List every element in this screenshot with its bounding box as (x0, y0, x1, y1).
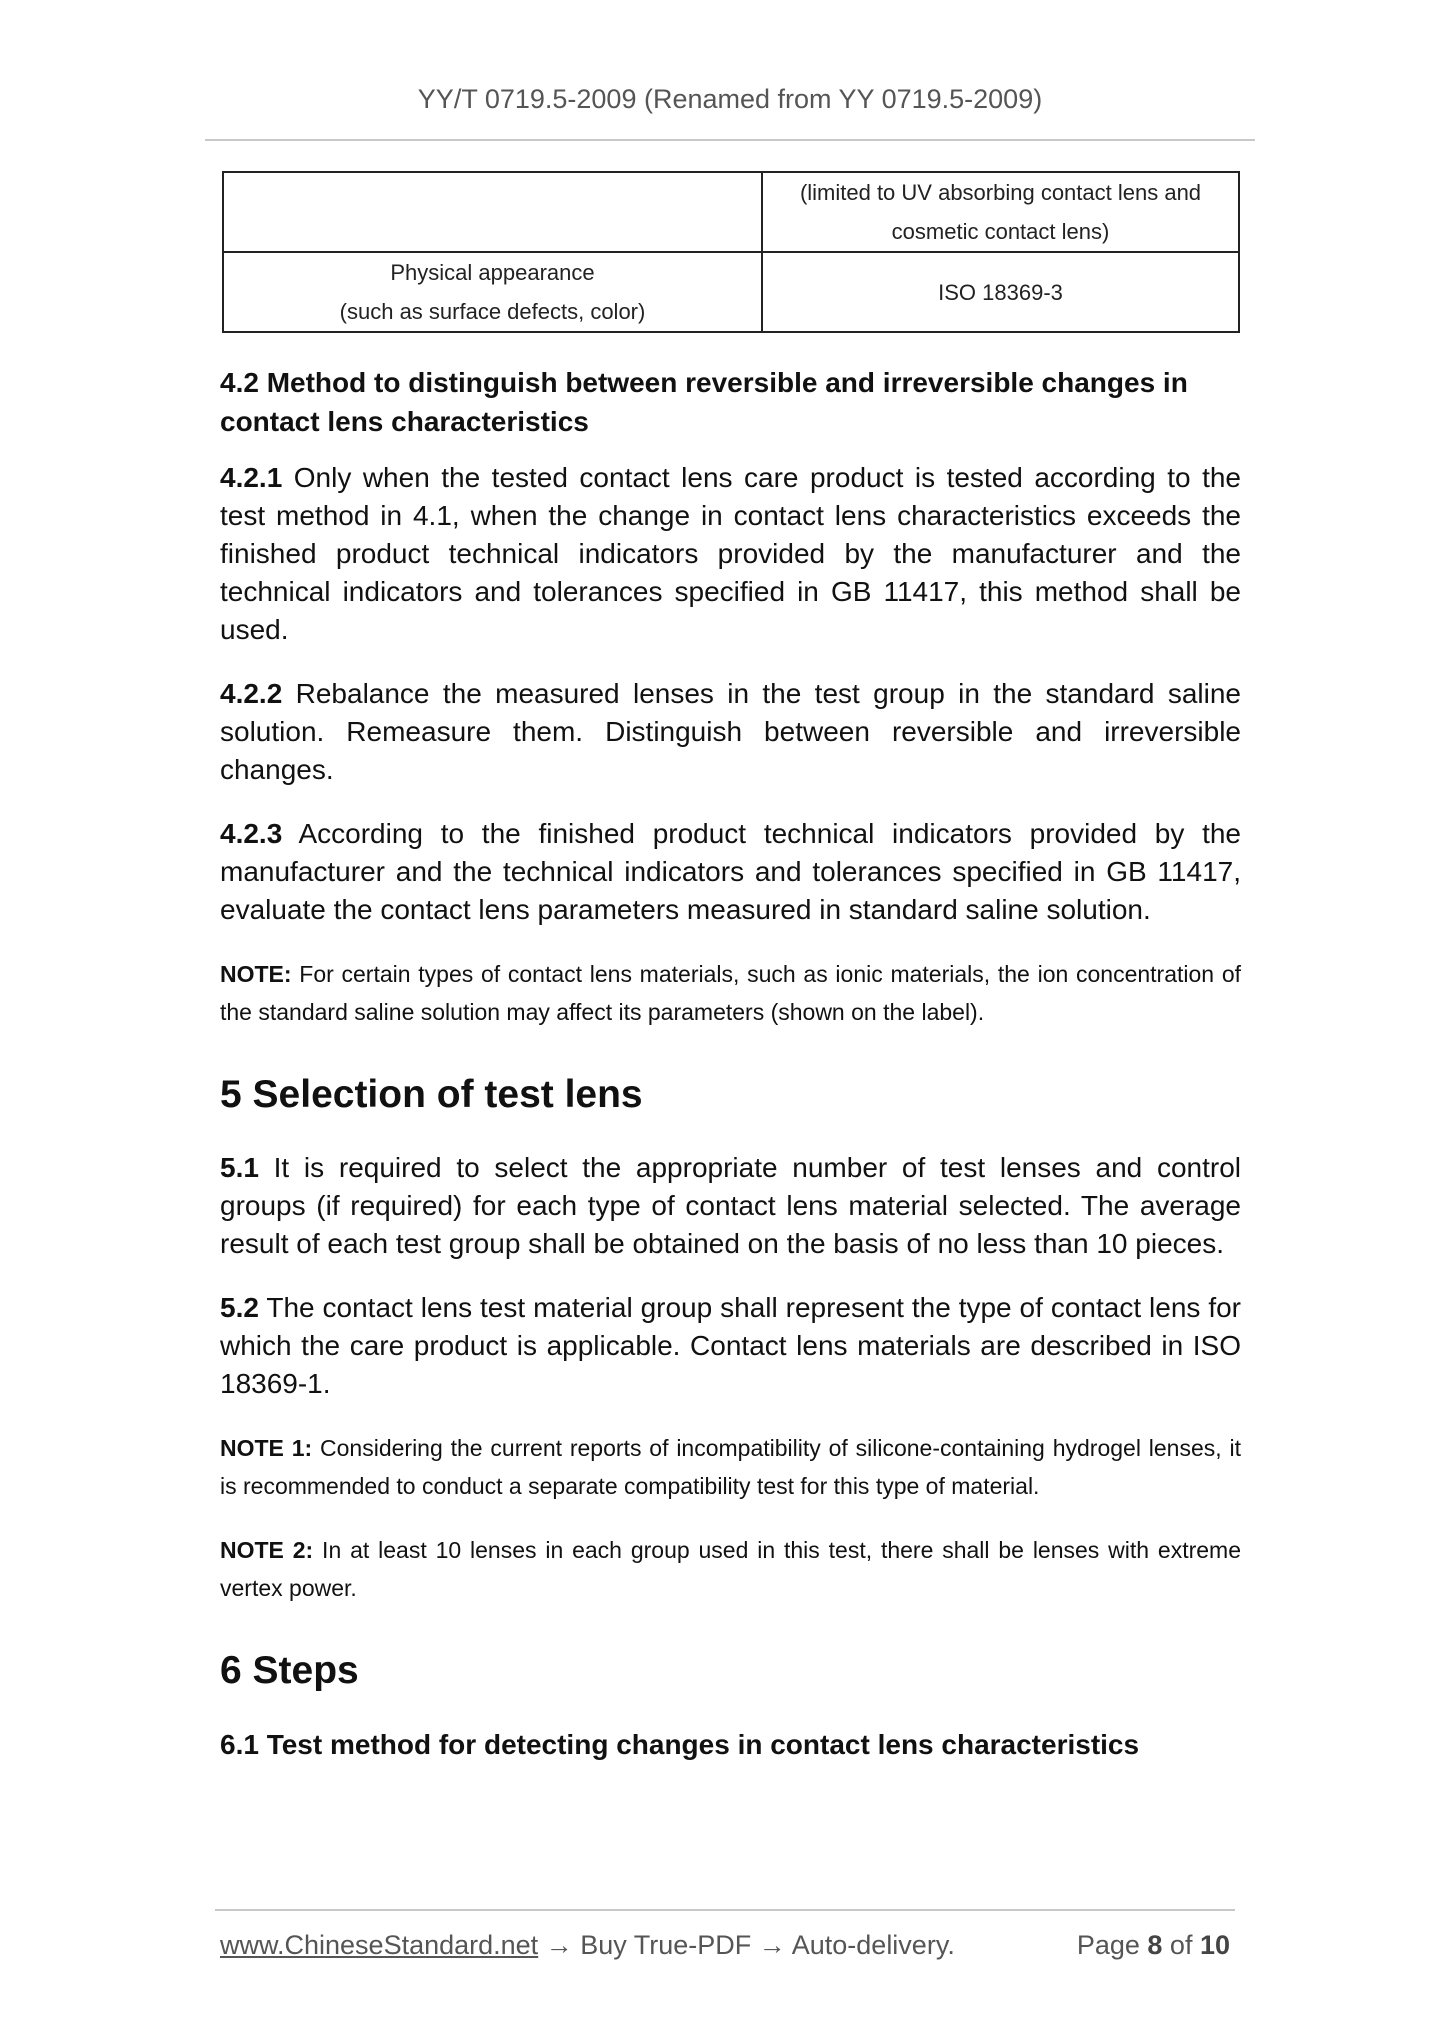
clause-number: 5.2 (220, 1292, 259, 1323)
note-label: NOTE 1: (220, 1435, 313, 1461)
page-footer (220, 1930, 1230, 1970)
clause-text: It is required to select the appropriate number of test lenses and control groups (if required) for each type of contact lens material selected. The average result of each test group shall be obtained on the basis of no less than 10 pieces. (220, 1152, 1241, 1259)
page-label: Page (1076, 1930, 1148, 1960)
clause-number: 5.1 (220, 1152, 259, 1183)
section-4-2-heading: 4.2 Method to distinguish between reversible and irreversible changes in contact lens characteristics (220, 367, 1188, 437)
table-cell (762, 172, 1239, 252)
header-divider (205, 139, 1255, 141)
table-row (223, 252, 1239, 332)
cell-line: ISO 18369-3 (938, 279, 1063, 305)
note-label: NOTE 2: (220, 1537, 314, 1563)
clause-text: Rebalance the measured lenses in the test group in the standard saline solution. Remeasure them. Distinguish between reversible and irreversible changes. (220, 678, 1241, 785)
section-6-1-heading: 6.1 Test method for detecting changes in contact lens characteristics (220, 1729, 1140, 1760)
clause-text: The contact lens test material group shall represent the type of contact lens for which the care product is applicable. Contact lens materials are described in ISO 18369-1. (220, 1292, 1241, 1399)
website-link[interactable]: www.ChineseStandard.net (220, 1930, 539, 1960)
clause-text: According to the finished product technical indicators provided by the manufacturer and the technical indicators and tolerances specified in GB 11417, evaluate the contact lens parameters measured in standard saline solution. (220, 818, 1241, 925)
section-6-heading: 6 Steps (220, 1649, 359, 1692)
section-5-heading: 5 Selection of test lens (220, 1073, 643, 1116)
table-cell (223, 172, 762, 252)
clause-4-2-3 (220, 815, 1241, 929)
clause-number: 4.2.3 (220, 818, 283, 849)
clause-5-2 (220, 1289, 1241, 1403)
table-row (223, 172, 1239, 252)
table-cell (762, 252, 1239, 332)
footer-promo (220, 1930, 955, 1961)
note-4-2 (220, 955, 1241, 1031)
cell-line: Physical appearance (390, 260, 595, 285)
clause-number: 4.2.2 (220, 678, 283, 709)
clause-5-1 (220, 1149, 1241, 1263)
footer-promo-text: → Buy True-PDF → Auto-delivery. (538, 1930, 955, 1960)
test-items-table (222, 171, 1240, 333)
clause-4-2-1 (220, 459, 1241, 649)
cell-line: cosmetic contact lens) (891, 219, 1110, 244)
cell-line: (such as surface defects, color) (339, 299, 646, 324)
note-text: In at least 10 lenses in each group used in this test, there shall be lenses with extreme vertex power. (220, 1537, 1241, 1601)
cell-line: (limited to UV absorbing contact lens and (799, 180, 1202, 205)
note-5-2 (220, 1531, 1241, 1607)
note-label: NOTE: (220, 961, 292, 987)
clause-number: 4.2.1 (220, 462, 283, 493)
of-label: of (1162, 1930, 1200, 1960)
note-text: Considering the current reports of incompatibility of silicone-containing hydrogel lenses, it is recommended to conduct a separate compatibility test for this type of material. (220, 1435, 1241, 1499)
document-body (220, 171, 1241, 1782)
page-indicator (1077, 1930, 1230, 1961)
page-number: 8 (1147, 1930, 1163, 1960)
footer-divider (215, 1909, 1235, 1911)
page-header: YY/T 0719.5-2009 (Renamed from YY 0719.5-2009) (417, 84, 1043, 114)
clause-4-2-2 (220, 675, 1241, 789)
table-cell (223, 252, 762, 332)
page-total: 10 (1199, 1930, 1230, 1960)
clause-text: Only when the tested contact lens care product is tested according to the test method in 4.1, when the change in contact lens characteristics exceeds the finished product technical indicators provided by the manufacturer and the technical indicators and tolerances specified in GB 11417, this method shall be used. (220, 462, 1241, 645)
note-text: For certain types of contact lens materials, such as ionic materials, the ion concentration of the standard saline solution may affect its parameters (shown on the label). (220, 961, 1241, 1025)
note-5-1 (220, 1429, 1241, 1505)
